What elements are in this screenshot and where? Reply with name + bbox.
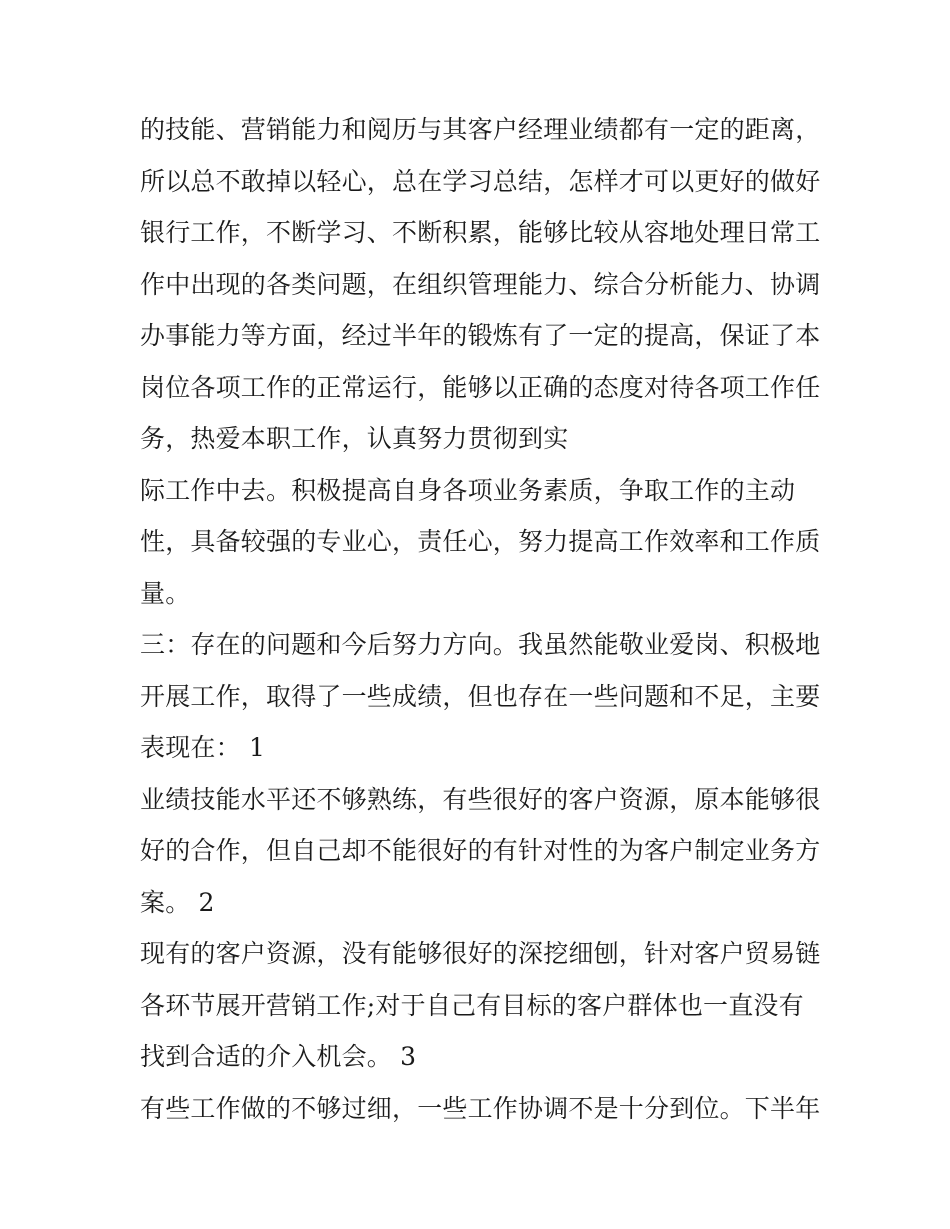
body-text xyxy=(140,104,820,1134)
text-line: 岗位各项工作的正常运行，能够以正确的态度对待各项工作任 xyxy=(140,372,821,402)
text-line: 际工作中去。积极提高自身各项业务素质，争取工作的主动 xyxy=(140,475,796,505)
text-line: 开展工作，取得了一些成绩，但也存在一些问题和不足，主要 xyxy=(140,681,821,711)
text-line: 所以总不敢掉以轻心，总在学习总结，怎样才可以更好的做好 xyxy=(140,166,821,196)
text-line: 业绩技能水平还不够熟练，有些很好的客户资源，原本能够很 xyxy=(140,784,821,814)
text-line: 好的合作，但自己却不能很好的有针对性的为客户制定业务方 xyxy=(140,836,821,865)
text-line: 量。 xyxy=(140,578,191,608)
text-line: 性，具备较强的专业心，责任心，努力提高工作效率和工作质 xyxy=(140,527,821,556)
text-line: 的技能、营销能力和阅历与其客户经理业绩都有一定的距离， xyxy=(140,115,821,144)
text-line: 现有的客户资源，没有能够很好的深挖细刨，针对客户贸易链 xyxy=(140,939,821,968)
text-line: 银行工作，不断学习、不断积累，能够比较从容地处理日常工 xyxy=(140,218,821,247)
text-line: 表现在： 1 xyxy=(140,733,266,762)
text-line: 办事能力等方面，经过半年的锻炼有了一定的提高，保证了本 xyxy=(140,321,821,350)
text-line: 务，热爱本职工作，认真努力贯彻到实 xyxy=(140,424,569,453)
text-line: 各环节展开营销工作;对于自己有目标的客户群体也一直没有 xyxy=(140,990,804,1020)
text-line: 找到合适的介入机会。 3 xyxy=(140,1042,417,1071)
section-heading-line: 三：存在的问题和今后努力方向。我虽然能敬业爱岗、积极地 xyxy=(140,630,821,659)
text-line: 有些工作做的不够过细，一些工作协调不是十分到位。下半年 xyxy=(140,1093,821,1123)
text-line: 案。 2 xyxy=(140,887,215,917)
text-line: 作中出现的各类问题，在组织管理能力、综合分析能力、协调 xyxy=(140,269,821,299)
